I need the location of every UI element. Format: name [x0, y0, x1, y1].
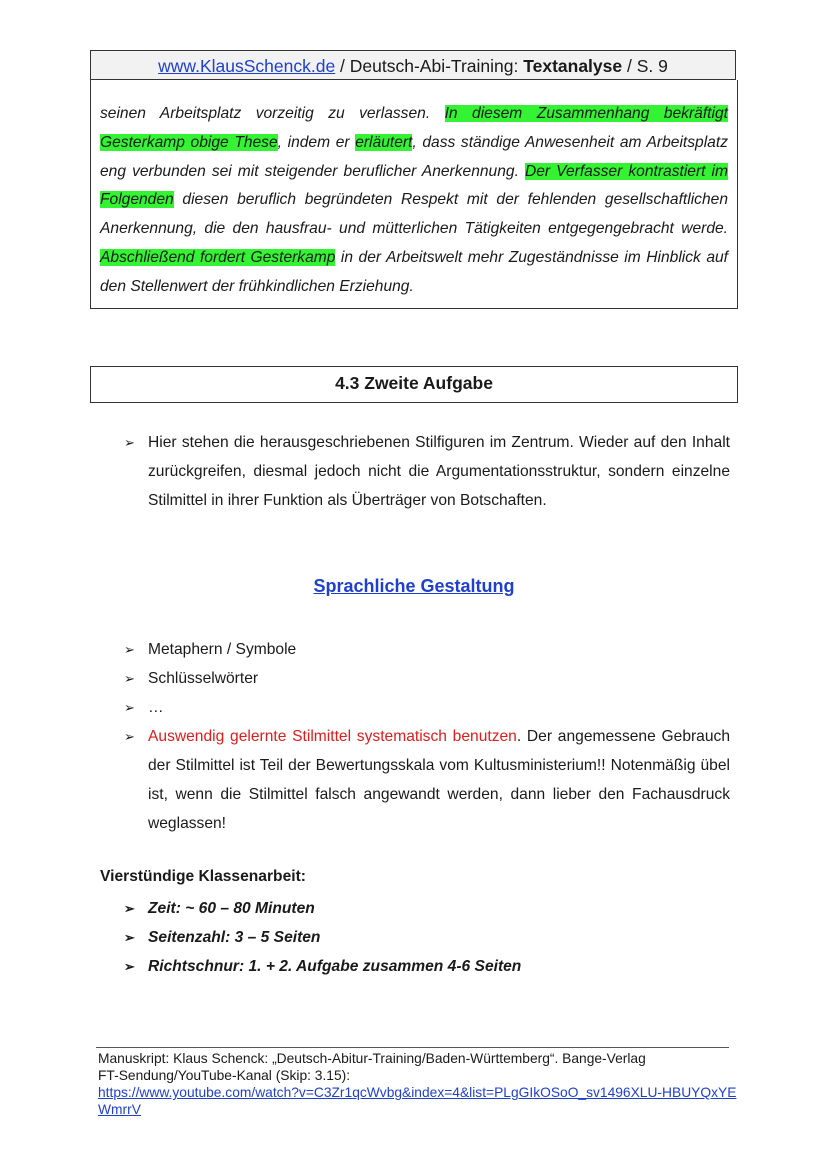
text-segment: diesen beruflich begründeten Respekt mit der fehlenden gesellschaftlichen Anerkennung, die den hausfrau- und mütterlichen Tätigkeiten entgegengebracht werde. [100, 191, 728, 238]
header-page-number: / S. 9 [622, 56, 668, 76]
list-item [124, 722, 730, 838]
bullet-text: … [148, 699, 164, 716]
arrow-bullet-icon: ➢ [124, 671, 135, 686]
footer-broadcast: FT-Sendung/YouTube-Kanal (Skip: 3.15): [98, 1068, 351, 1083]
list-item [124, 635, 730, 664]
text-segment: , indem er [277, 133, 356, 151]
arrow-bullet-icon: ➢ [124, 642, 135, 657]
intro-bullet-list [124, 428, 730, 515]
bullet-text: Metaphern / Symbole [148, 641, 297, 658]
bullet-text: Richtschnur: 1. + 2. Aufgabe zusammen 4-6 Seiten [148, 958, 522, 975]
highlighted-segment: In diesem Zusammenhang bekräftigt Gesterkamp obige These [100, 105, 728, 151]
highlighted-segment: erläutert [355, 133, 413, 151]
header-prefix: / Deutsch-Abi-Training: [335, 56, 524, 76]
site-link[interactable]: www.KlausSchenck.de [158, 56, 336, 76]
list-item [124, 952, 730, 981]
bullet-text: Zeit: ~ 60 – 80 Minuten [148, 900, 315, 917]
bullet-text: Schlüsselwörter [148, 670, 259, 687]
list-item [124, 693, 730, 722]
footer-divider [96, 1047, 729, 1048]
exam-title: Vierstündige Klassenarbeit: [100, 868, 306, 885]
bullet-text-emphasis: Auswendig gelernte Stilmittel systematisch benutzen [148, 728, 517, 745]
page-footer [98, 1050, 738, 1118]
bullet-text: Seitenzahl: 3 – 5 Seiten [148, 929, 321, 946]
text-segment: in der Arbeitswelt mehr Zugeständnisse im Hinblick auf den Stellenwert der frühkindlichen Erziehung. [100, 248, 728, 295]
subheading [0, 576, 828, 597]
list-item [124, 894, 730, 923]
section-heading: 4.3 Zweite Aufgabe [90, 366, 738, 403]
bullet-text: Hier stehen die herausgeschriebenen Stilfiguren im Zentrum. Wieder auf den Inhalt zurückgreifen, diesmal jedoch nicht die Argumentationsstruktur, sondern einzelne Stilmittel in ihrer Funktion als Überträger von Botschaften. [148, 434, 730, 509]
list-item [124, 923, 730, 952]
list-item [124, 664, 730, 693]
highlighted-segment: Der Verfasser kontrastiert im Folgenden [100, 162, 728, 209]
header-topic: Textanalyse [523, 56, 623, 76]
footer-youtube-link[interactable]: https://www.youtube.com/watch?v=C3Zr1qcWvbg&index=4&list=PLgGIkOSoO_sv1496XLU-HBUYQxYEWmrrV [98, 1085, 737, 1117]
text-segment: , dass ständige Anwesenheit am Arbeitsplatz eng verbunden sei mit steigender beruflicher Anerkennung. [100, 133, 728, 180]
arrow-bullet-icon: ➢ [124, 729, 135, 744]
exam-bullet-list [124, 894, 730, 981]
arrow-bullet-icon: ➢ [124, 901, 135, 916]
analysis-textbox [90, 80, 738, 309]
arrow-bullet-icon: ➢ [124, 959, 135, 974]
text-segment: seinen Arbeitsplatz vorzeitig zu verlassen. [100, 105, 445, 122]
arrow-bullet-icon: ➢ [124, 700, 135, 715]
footer-manuscript: Manuskript: Klaus Schenck: „Deutsch-Abitur-Training/Baden-Württemberg“. Bange-Verlag [98, 1051, 646, 1066]
arrow-bullet-icon: ➢ [124, 435, 135, 450]
subheading-text: Sprachliche Gestaltung [313, 576, 515, 596]
page-header [90, 50, 736, 80]
arrow-bullet-icon: ➢ [124, 930, 135, 945]
bullet-text: . Der angemessene Gebrauch der Stilmittel ist Teil der Bewertungsskala vom Kultusministerium!! Notenmäßig übel ist, wenn die Stilmittel falsch angewandt werden, dann lieber den Fachausdruck weglassen! [148, 728, 730, 832]
highlighted-segment: Abschließend fordert Gesterkamp [100, 248, 336, 266]
style-bullet-list [124, 635, 730, 838]
list-item [124, 428, 730, 515]
